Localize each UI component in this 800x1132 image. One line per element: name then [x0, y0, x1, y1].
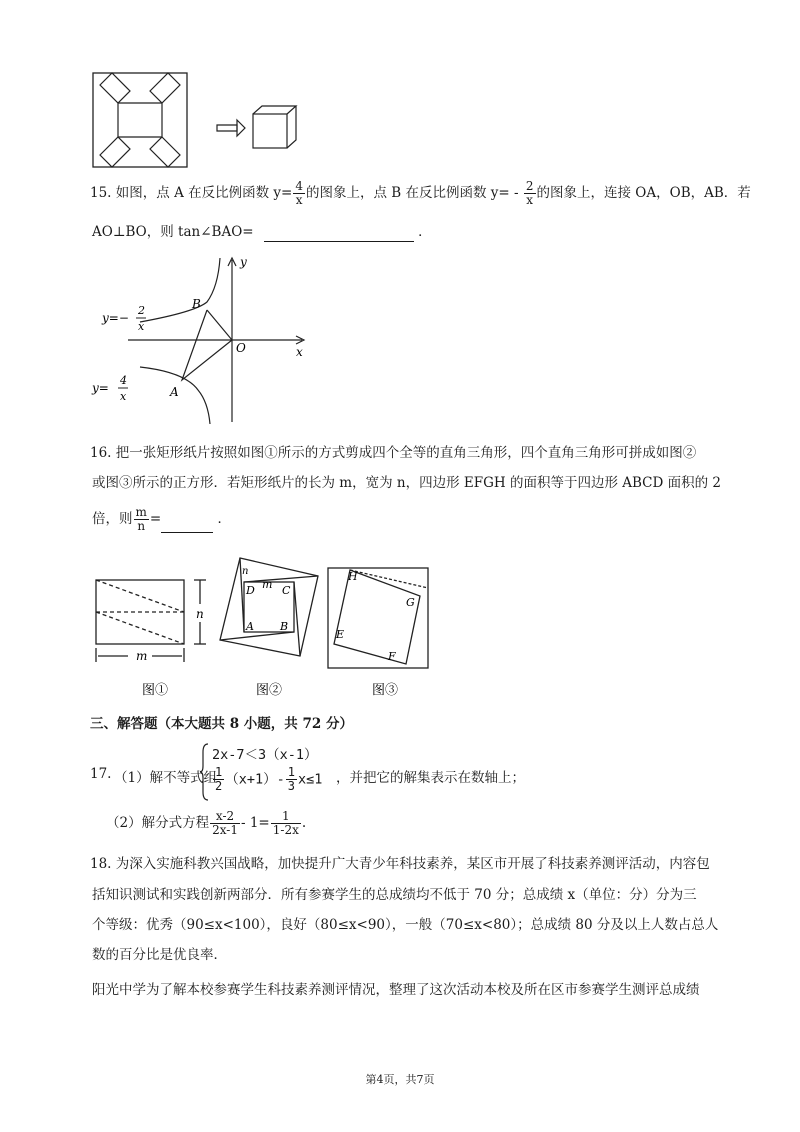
curve1-label: y=−	[102, 311, 129, 325]
fraction: $\frac{x-2}{2x-1}$	[212, 809, 238, 837]
answer-blank[interactable]	[161, 518, 213, 533]
curve2-num: 4	[120, 374, 127, 387]
section-title: 三、解答题（本大题共 8 小题，共 72 分）	[90, 716, 353, 732]
q16-line3	[92, 506, 231, 533]
cube-net-figure	[90, 70, 310, 170]
y-axis-label: y	[240, 255, 247, 269]
q16-line1	[90, 443, 696, 463]
q17-text: ，并把它的解集表示在数轴上；	[336, 770, 525, 786]
equals: =	[149, 511, 162, 527]
q16-text: 倍，则	[92, 511, 133, 527]
question-number: 15.	[90, 185, 112, 201]
fig1-n-label: n	[196, 607, 204, 621]
q15-text: AO⊥BO，则 tan∠BAO=	[92, 224, 254, 240]
fraction: $\frac{4}{x}$	[295, 179, 303, 207]
fig2-label-c: C	[282, 584, 291, 597]
curve1-num: 2	[138, 304, 145, 317]
q16-text: 把一张矩形纸片按照如图①所示的方式剪成四个全等的直角三角形，四个直角三角形可拼成如图②	[115, 445, 697, 461]
fraction: $\frac{2}{x}$	[525, 179, 534, 207]
fig2-caption: 图②	[256, 683, 283, 698]
q18-line1	[90, 854, 710, 874]
inequality-2: $\frac{1}{2}$ （x+1）- $\frac{1}{3}$ x≤1	[215, 765, 323, 793]
inequality-1: 2x-7＜3（x-1）	[212, 747, 318, 763]
fig2-label-d: D	[246, 584, 255, 597]
fig3-label-g: G	[406, 596, 415, 609]
fig3-label-f: F	[388, 650, 396, 663]
q15-line2	[92, 222, 432, 242]
curve1-den: x	[138, 320, 145, 333]
point-b-label: B	[192, 297, 201, 311]
x-axis-label: x	[296, 345, 303, 359]
fig3-label-e: E	[336, 628, 345, 641]
q17-text: （2）解分式方程	[106, 815, 210, 831]
q15-text: 的图象上，点 B 在反比例函数 y= -	[305, 185, 523, 201]
fig3-label-h: H	[348, 570, 358, 583]
fig1-caption: 图①	[142, 683, 169, 698]
page-footer: 第4页，共7页	[365, 1073, 435, 1086]
q16-text: 或图③所示的正方形．若矩形纸片的长为 m，宽为 n，四边形 EFGH 的面积等于四边形 ABCD 面积的 2	[92, 475, 721, 491]
answer-blank[interactable]	[264, 227, 414, 242]
question-number: 16.	[90, 445, 112, 461]
q15-line1	[90, 180, 751, 207]
q18-line3: 个等级：优秀（90≤x<100），良好（80≤x<90），一般（70≤x<80）；总成绩 80 分及以上人数占总人	[92, 917, 719, 933]
fraction: $\frac{m}{n}$	[135, 505, 147, 533]
q16-period: ．	[217, 511, 231, 527]
q18-line4: 数的百分比是优良率．	[92, 947, 227, 963]
curve2-den: x	[120, 390, 127, 403]
q17-text: （1）解不等式组	[114, 770, 218, 786]
fig2-label-m: m	[262, 578, 273, 591]
fig1-m-label: m	[136, 649, 148, 663]
fig2	[220, 558, 318, 656]
fig2-label-b: B	[280, 620, 289, 633]
q18-text: 为深入实施科教兴国战略，加快提升广大青少年科技素养，某区市开展了科技素养测评活动，内容包	[115, 856, 710, 872]
question-number: 18.	[90, 856, 112, 872]
curve2-label: y=	[92, 381, 109, 395]
q18-line5: 阳光中学为了解本校参赛学生科技素养测评情况，整理了这次活动本校及所在区市参赛学生测评总成绩	[92, 982, 700, 998]
q17-part2	[106, 810, 306, 837]
eq-end: .	[301, 815, 307, 831]
fraction: $\frac{1}{1-2x}$	[272, 809, 299, 837]
q15-text: 的图象上，连接 OA，OB，AB．若	[536, 185, 751, 201]
point-a-label: A	[170, 385, 179, 399]
question-number: 17.	[90, 766, 112, 782]
q18-line2: 括知识测试和实践创新两部分．所有参赛学生的总成绩均不低于 70 分；总成绩 x（单位：分）分为三	[92, 887, 697, 903]
q16-line2	[92, 473, 721, 493]
q15-period: ．	[418, 224, 432, 240]
fig3-caption: 图③	[372, 683, 399, 698]
q15-hyperbola-figure	[90, 252, 320, 427]
fig2-label-n: n	[242, 566, 249, 577]
origin-label: O	[236, 341, 246, 355]
fig1	[96, 580, 206, 662]
fig2-label-a: A	[246, 620, 254, 633]
fig3	[328, 568, 428, 668]
brace-icon	[200, 742, 210, 802]
q16-figures	[90, 548, 435, 703]
q17-part1	[90, 740, 730, 804]
eq-mid: - 1=	[240, 815, 270, 831]
q15-text: 如图，点 A 在反比例函数 y=	[115, 185, 293, 201]
